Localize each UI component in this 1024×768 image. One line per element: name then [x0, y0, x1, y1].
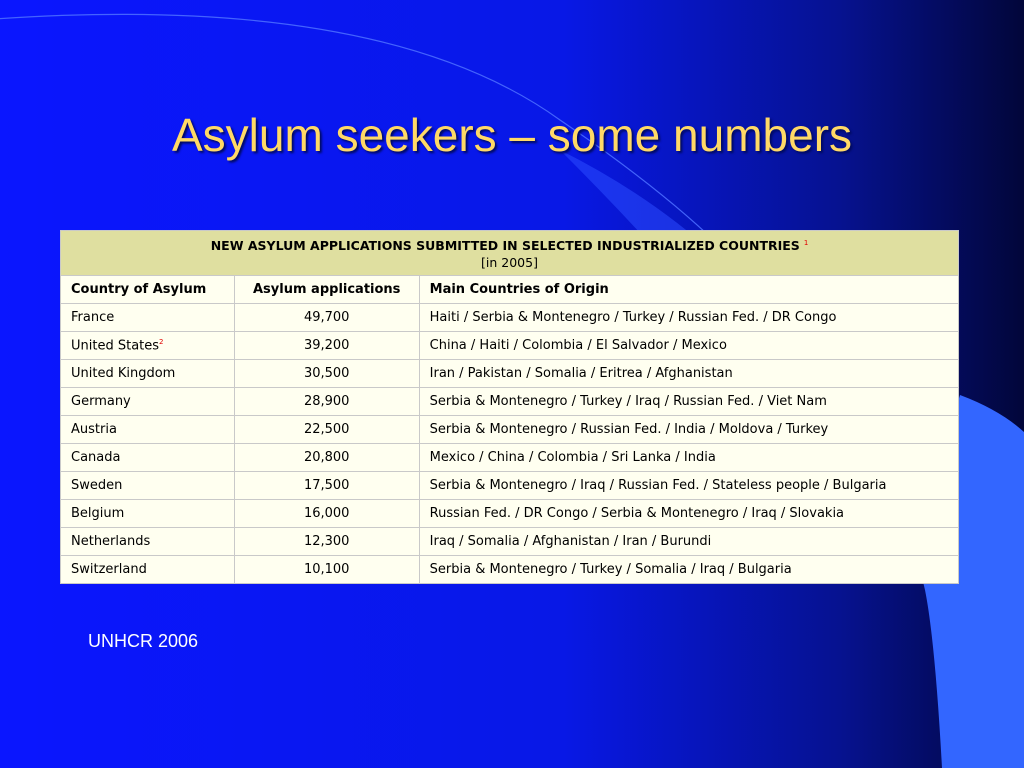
- country-cell: Canada: [61, 444, 235, 472]
- table-caption: NEW ASYLUM APPLICATIONS SUBMITTED IN SELECTED INDUSTRIALIZED COUNTRIES: [210, 238, 800, 254]
- origins-cell: Mexico / China / Colombia / Sri Lanka / India: [419, 444, 958, 472]
- slide-title: Asylum seekers – some numbers: [171, 109, 853, 161]
- asylum-applications-table: [60, 230, 959, 584]
- applications-cell: 22,500: [234, 416, 419, 444]
- table-caption-cell: [61, 231, 959, 276]
- caption-footnote-marker: 1: [803, 239, 809, 248]
- origins-cell: Iran / Pakistan / Somalia / Eritrea / Afghanistan: [419, 360, 958, 388]
- country-cell: Sweden: [61, 472, 235, 500]
- column-header-row: [61, 276, 959, 304]
- row-footnote-marker: 2: [159, 337, 164, 346]
- table-subcaption: [in 2005]: [481, 254, 538, 270]
- table-row: [61, 444, 959, 472]
- applications-cell: 30,500: [234, 360, 419, 388]
- country-cell: United States$^2$: [61, 332, 235, 360]
- source-credit: UNHCR 2006: [88, 631, 199, 651]
- applications-cell: 16,000: [234, 500, 419, 528]
- table-row: [61, 416, 959, 444]
- country-cell: Switzerland: [61, 556, 235, 584]
- table-row: [61, 472, 959, 500]
- origins-cell: Serbia & Montenegro / Russian Fed. / India / Moldova / Turkey: [419, 416, 958, 444]
- applications-cell: 20,800: [234, 444, 419, 472]
- applications-cell: 49,700: [234, 304, 419, 332]
- applications-cell: 12,300: [234, 528, 419, 556]
- table-row: [61, 332, 959, 360]
- table-row: [61, 556, 959, 584]
- country-cell: Austria: [61, 416, 235, 444]
- country-cell: Belgium: [61, 500, 235, 528]
- origins-cell: Serbia & Montenegro / Turkey / Somalia / Iraq / Bulgaria: [419, 556, 958, 584]
- column-header-origins: Main Countries of Origin: [419, 276, 958, 304]
- origins-cell: Serbia & Montenegro / Turkey / Iraq / Russian Fed. / Viet Nam: [419, 388, 958, 416]
- table-caption-row: [61, 231, 959, 276]
- table-row: [61, 304, 959, 332]
- origins-cell: China / Haiti / Colombia / El Salvador / Mexico: [419, 332, 958, 360]
- origins-cell: Serbia & Montenegro / Iraq / Russian Fed. / Stateless people / Bulgaria: [419, 472, 958, 500]
- table-row: [61, 360, 959, 388]
- applications-cell: 39,200: [234, 332, 419, 360]
- origins-cell: Haiti / Serbia & Montenegro / Turkey / Russian Fed. / DR Congo: [419, 304, 958, 332]
- table-row: [61, 500, 959, 528]
- country-cell: France: [61, 304, 235, 332]
- column-header-applications: Asylum applications: [234, 276, 419, 304]
- column-header-country: Country of Asylum: [61, 276, 235, 304]
- origins-cell: Iraq / Somalia / Afghanistan / Iran / Burundi: [419, 528, 958, 556]
- applications-cell: 17,500: [234, 472, 419, 500]
- applications-cell: 28,900: [234, 388, 419, 416]
- table-row: [61, 528, 959, 556]
- country-cell: United Kingdom: [61, 360, 235, 388]
- country-cell: Germany: [61, 388, 235, 416]
- origins-cell: Russian Fed. / DR Congo / Serbia & Montenegro / Iraq / Slovakia: [419, 500, 958, 528]
- applications-cell: 10,100: [234, 556, 419, 584]
- table-row: [61, 388, 959, 416]
- country-cell: Netherlands: [61, 528, 235, 556]
